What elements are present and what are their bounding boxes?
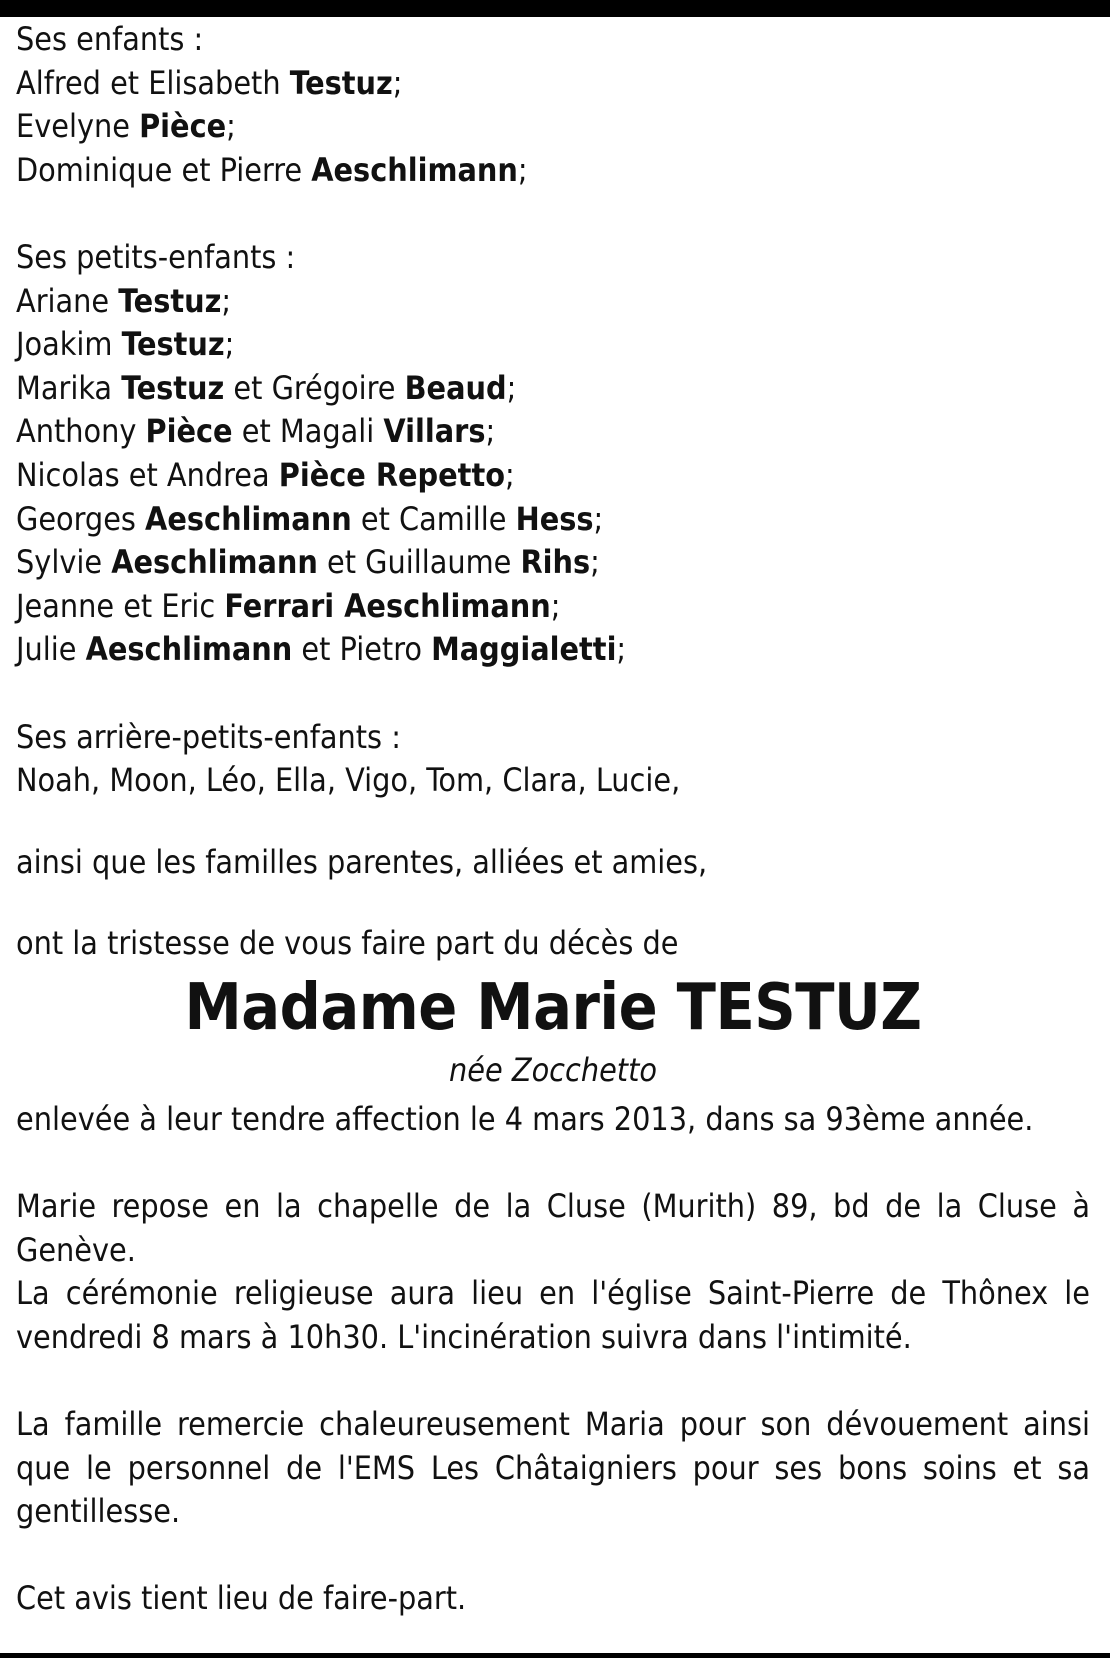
surname: Villars <box>383 412 486 451</box>
name-text: ; <box>504 455 515 494</box>
surname: Pièce <box>139 107 227 146</box>
family-member-line <box>16 541 1090 585</box>
spacer <box>16 884 1090 922</box>
surname: Aeschlimann <box>311 150 518 189</box>
closing-line: Cet avis tient lieu de faire-part. <box>16 1579 467 1618</box>
spacer <box>16 1534 1090 1578</box>
name-text: Alfred et Elisabeth <box>16 63 290 102</box>
name-text: ; <box>616 630 627 669</box>
great-grandchildren-section <box>16 716 1090 803</box>
surname: Aeschlimann <box>145 499 352 538</box>
ceremony-paragraph: La cérémonie religieuse aura lieu en l'église Saint-Pierre de Thônex le vendredi 8 mars à 10h30. L'incinération suivra dans l'intimité. <box>16 1274 1090 1356</box>
name-text: ; <box>226 107 236 146</box>
name-text: Georges <box>16 499 146 538</box>
name-text: ; <box>221 281 232 320</box>
family-member-line <box>16 62 1090 106</box>
name-text: ; <box>590 543 600 582</box>
surname: Pièce <box>145 412 233 451</box>
name-text: Dominique et Pierre <box>16 150 312 189</box>
family-member-line <box>16 149 1090 193</box>
family-member-line <box>16 498 1090 542</box>
bottom-border-rule <box>0 1653 1110 1658</box>
name-text: et Grégoire <box>224 368 405 407</box>
grandchildren-section <box>16 236 1090 672</box>
deceased-name: Madame Marie TESTUZ <box>184 970 922 1045</box>
name-text: et Camille <box>351 499 516 538</box>
surname: Aeschlimann <box>111 543 318 582</box>
name-text: Ariane <box>16 281 119 320</box>
spacer <box>16 1359 1090 1403</box>
grandchildren-heading: Ses petits-enfants : <box>16 237 296 276</box>
family-member-line <box>16 585 1090 629</box>
families-line: ainsi que les familles parentes, alliées et amies, <box>16 842 708 881</box>
children-heading: Ses enfants : <box>16 20 204 58</box>
name-text: Sylvie <box>16 543 112 582</box>
name-text: Evelyne <box>16 107 140 146</box>
family-member-line <box>16 628 1090 672</box>
great-grandchildren-names: Noah, Moon, Léo, Ella, Vigo, Tom, Clara, Lucie, <box>16 761 681 800</box>
name-text: ; <box>224 325 235 364</box>
great-grandchildren-heading: Ses arrière-petits-enfants : <box>16 717 401 756</box>
announcement-line: ont la tristesse de vous faire part du décès de <box>16 924 679 963</box>
surname: Testuz <box>289 63 393 102</box>
top-border-rule <box>0 0 1110 17</box>
children-list <box>16 62 1090 193</box>
thanks-paragraph: La famille remercie chaleureusement Maria pour son dévouement ainsi que le personnel de l'EMS Les Châtaigniers pour ses bons soins et sa gentillesse. <box>16 1405 1090 1531</box>
surname: Testuz <box>121 325 225 364</box>
name-text: et Guillaume <box>317 543 521 582</box>
name-text: et Magali <box>232 412 384 451</box>
family-member-line <box>16 367 1090 411</box>
name-text: Joakim <box>16 325 122 364</box>
surname: Aeschlimann <box>85 630 293 669</box>
children-section <box>16 18 1090 192</box>
name-text: Marika <box>16 368 122 407</box>
name-text: ; <box>517 150 528 189</box>
name-text: Jeanne et Eric <box>16 586 225 625</box>
spacer <box>16 192 1090 236</box>
family-member-line <box>16 280 1090 324</box>
death-line: enlevée à leur tendre affection le 4 mars 2013, dans sa 93ème année. <box>16 1099 1034 1138</box>
name-text: ; <box>392 63 403 102</box>
surname: Pièce Repetto <box>278 455 505 494</box>
family-member-line <box>16 454 1090 498</box>
obituary-notice <box>16 18 1090 1621</box>
family-member-line <box>16 410 1090 454</box>
name-text: ; <box>550 586 561 625</box>
surname: Ferrari Aeschlimann <box>224 586 551 625</box>
maiden-name: née Zocchetto <box>449 1050 657 1089</box>
spacer <box>16 1141 1090 1185</box>
surname: Testuz <box>118 281 222 320</box>
family-member-line <box>16 323 1090 367</box>
name-text: ; <box>593 499 604 538</box>
name-text: Anthony <box>16 412 146 451</box>
spacer <box>16 803 1090 841</box>
surname: Beaud <box>404 368 507 407</box>
name-text: ; <box>485 412 496 451</box>
name-text: ; <box>506 368 517 407</box>
surname: Rihs <box>520 543 591 582</box>
family-member-line <box>16 105 1090 149</box>
spacer <box>16 672 1090 716</box>
chapel-paragraph: Marie repose en la chapelle de la Cluse (Murith) 89, bd de la Cluse à Genève. <box>16 1187 1090 1269</box>
name-text: Julie <box>16 630 86 669</box>
surname: Maggialetti <box>431 630 617 669</box>
name-text: et Pietro <box>292 630 432 669</box>
surname: Testuz <box>121 368 225 407</box>
grandchildren-list <box>16 280 1090 672</box>
name-text: Nicolas et Andrea <box>16 455 279 494</box>
surname: Hess <box>515 499 594 538</box>
